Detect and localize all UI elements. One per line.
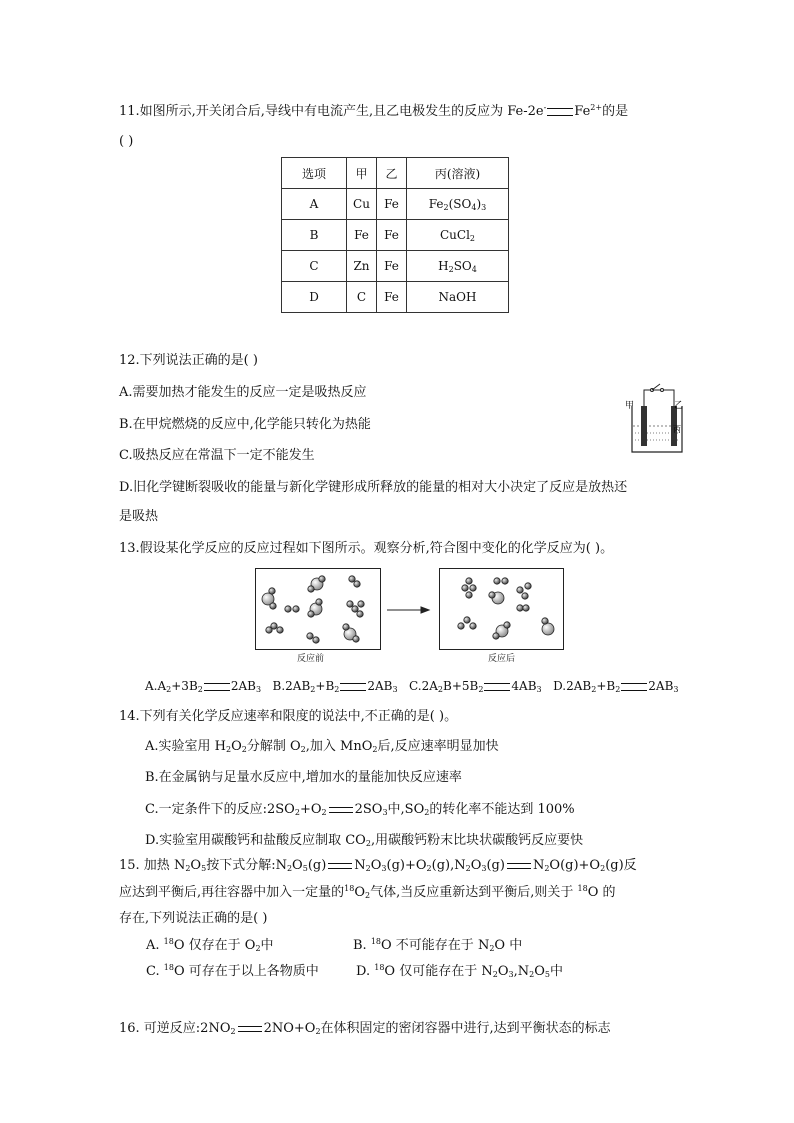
- label-yi: 乙: [674, 401, 684, 411]
- q11-options-table: [281, 157, 509, 313]
- molecule-diagram: [255, 568, 565, 650]
- table-header-row: 选项 甲 乙 丙(溶液): [282, 158, 509, 189]
- q11-stem: 11.如图所示,开关闭合后,导线中有电流产生,且乙电极发生的反应为 Fe-2e- $Fe^{2+}$的是: [119, 103, 629, 119]
- equals-arrow: [547, 108, 573, 116]
- q12-stem: 12.下列说法正确的是( ): [119, 353, 258, 368]
- electrolytic-cell-figure: [622, 380, 682, 456]
- table-row: B Fe Fe CuCl$_2$: [282, 220, 509, 251]
- q13-stem: 13.假设某化学反应的反应过程如下图所示。观察分析,符合图中变化的化学反应为( )。: [119, 541, 614, 556]
- electrode-jia: [641, 406, 647, 446]
- q12-option-b: B.在甲烷燃烧的反应中,化学能只转化为热能: [119, 417, 371, 432]
- q15-option-d: D. $^{18}$O 仅可能存在于 $N_2O_3,N_2O_5$中: [356, 963, 563, 979]
- q14-option-d: D.实验室用碳酸钙和盐酸反应制取 $CO_2$,用碳酸钙粉末比块状碳酸钙反应要快: [145, 833, 584, 848]
- q15-line1: 15. 加热 $N_2O_5$按下式分解$:N_2O_5(g)$ $N_2O_3(g)+O_2(g),N_2O_3(g)$ $N_2O(g)+O_2(g)$反: [119, 858, 637, 873]
- q15-line3: 存在,下列说法正确的是( ): [119, 911, 268, 926]
- table-row: C Zn Fe $H_2SO_4$: [282, 251, 509, 282]
- q12-option-d: D.旧化学键断裂吸收的能量与新化学键形成所释放的能量的相对大小决定了反应是放热还: [119, 480, 628, 495]
- circuit-wire: [644, 384, 674, 408]
- q13-options: $A.A_2+3B_2$ $2AB_3$ $B.2AB_2+B_2$ $2AB_3$ $C.2A_2B+5B_2$ $4AB_3$ $D.2AB_2+B_2$ $2AB_3$: [145, 679, 679, 694]
- reaction-arrow: [387, 607, 429, 613]
- reactant-molecules: [262, 576, 364, 643]
- table-row: A Cu Fe $Fe_2(SO_4)_3$: [282, 189, 509, 220]
- product-molecules: [458, 578, 554, 639]
- q15-line2: 应达到平衡后,再往容器中加入一定量的$^{18}O_2$气体,当反应重新达到平衡后,则关于 $^{18}$O 的: [119, 884, 616, 900]
- q12-option-c: C.吸热反应在常温下一定不能发生: [119, 448, 315, 463]
- label-bing: 丙: [673, 425, 681, 434]
- before-caption: 反应前: [297, 654, 325, 664]
- q15-option-a: A. $^{18}$O 仅存在于 $O_2$中: [146, 937, 274, 953]
- q12-option-d-cont: 是吸热: [119, 509, 159, 524]
- q14-option-c: C.一定条件下的反应$:2SO_2+O_2$ $2SO_3$中$,SO_2$的转化率不能达到 100%: [145, 802, 575, 817]
- q15-option-c: C. $^{18}$O 可存在于以上各物质中: [146, 963, 319, 979]
- q11-paren: ( ): [119, 134, 134, 149]
- q16-stem: 16. 可逆反应$:2NO_2$ $2NO+O_2$在体积固定的密闭容器中进行,达到平衡状态的标志: [119, 1021, 611, 1036]
- q14-stem: 14.下列有关化学反应速率和限度的说法中,不正确的是( )。: [119, 709, 458, 724]
- q12-option-a: A.需要加热才能发生的反应一定是吸热反应: [119, 385, 367, 400]
- label-jia: 甲: [625, 401, 635, 411]
- table-row: D C Fe NaOH: [282, 282, 509, 313]
- q15-option-b: B. $^{18}$O 不可能存在于 $N_2O$ 中: [353, 937, 523, 953]
- after-caption: 反应后: [488, 654, 516, 664]
- q14-option-b: B.在金属钠与足量水反应中,增加水的量能加快反应速率: [145, 770, 462, 785]
- q14-option-a: A.实验室用 $H_2O_2$分解制 $O_2$,加入 MnO$_2$后,反应速率明显加快: [145, 739, 499, 754]
